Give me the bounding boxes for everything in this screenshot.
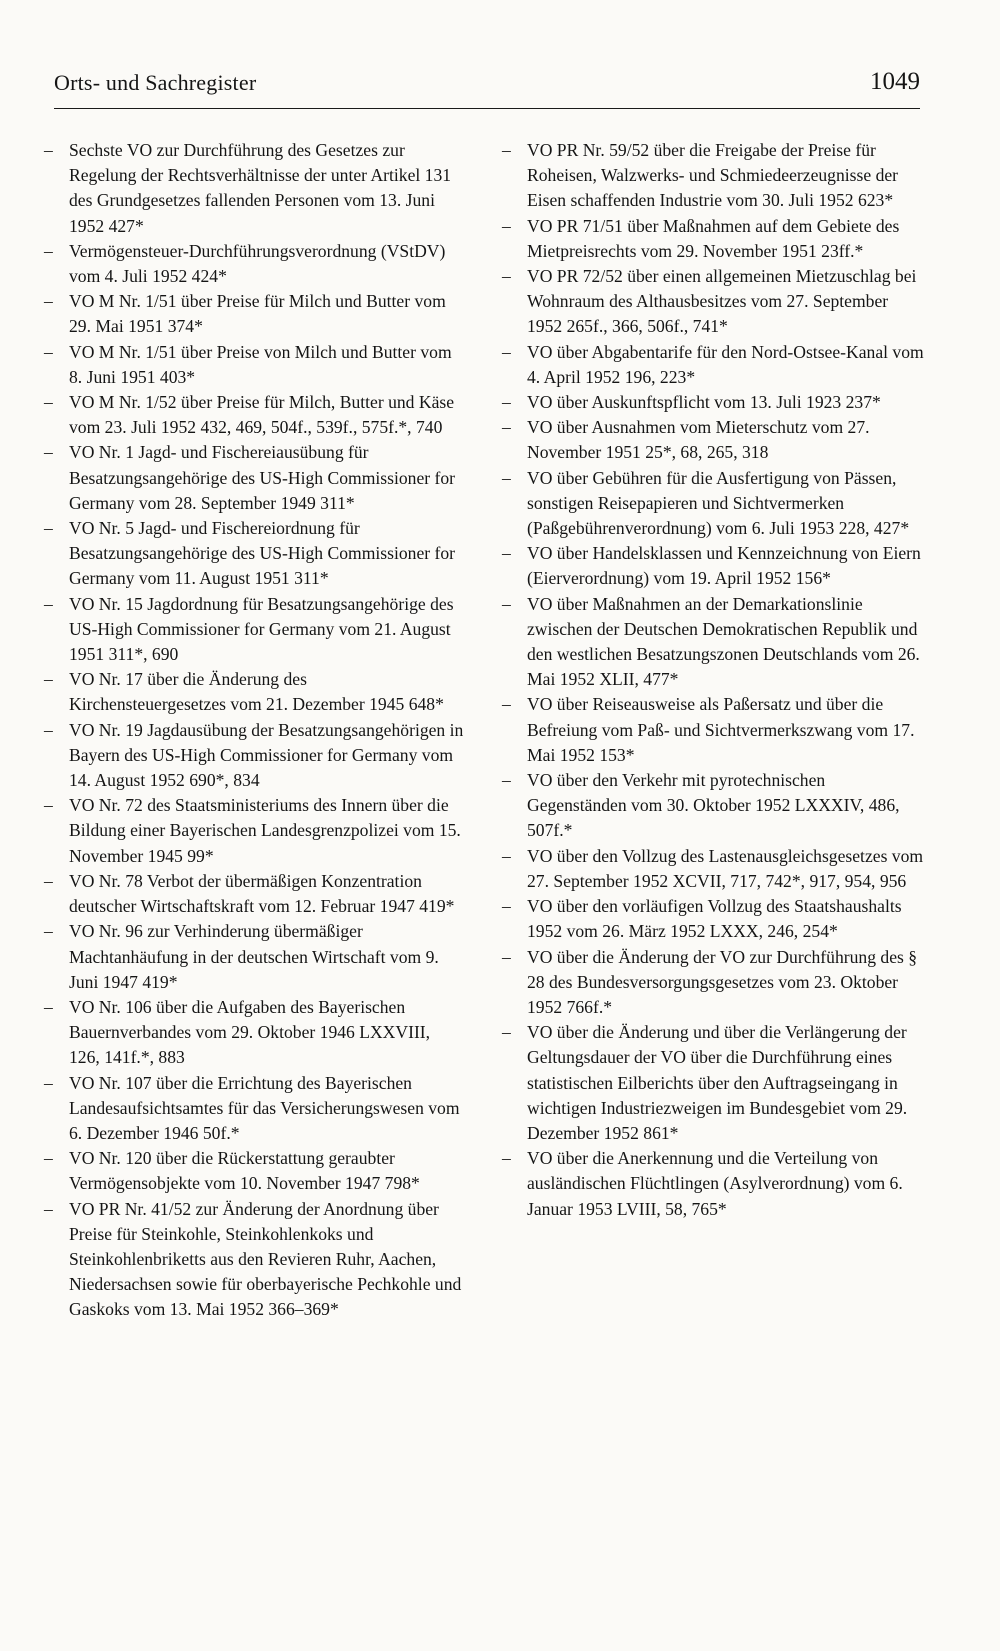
index-entry: – VO über den Verkehr mit pyrotechnischen Gegenständen vom 30. Oktober 1952 LXXXIV, 486, 507f.*	[502, 768, 924, 844]
index-entry: – VO über Maßnahmen an der Demarkationslinie zwischen der Deutschen Demokratischen Republik und den westlichen Besatzungszonen Deutschlands vom 26. Mai 1952 XLII, 477*	[502, 592, 924, 693]
index-entry: – VO über Ausnahmen vom Mieterschutz vom 27. November 1951 25*, 68, 265, 318	[502, 415, 924, 465]
section-title: Orts- und Sachregister	[54, 70, 257, 95]
index-entry: – Sechste VO zur Durchführung des Gesetzes zur Regelung der Rechtsverhältnisse der unter Artikel 131 des Grundgesetzes fallenden Personen vom 13. Juni 1952 427*	[44, 138, 464, 239]
index-entry: – VO Nr. 78 Verbot der übermäßigen Konzentration deutscher Wirtschaftskraft vom 12. Februar 1947 419*	[44, 869, 464, 919]
index-entry: – VO Nr. 15 Jagdordnung für Besatzungsangehörige des US-High Commissioner for Germany vom 21. August 1951 311*, 690	[44, 592, 464, 668]
index-entry: – VO über die Änderung und über die Verlängerung der Geltungsdauer der VO über die Durchführung eines statistischen Eilberichts über den Auftragseingang in wichtigen Industriezweigen im Bundesgebiet vom 29. Dezember 1952 861*	[502, 1020, 924, 1146]
index-entry: – VO über Handelsklassen und Kennzeichnung von Eiern (Eierverordnung) vom 19. April 1952 156*	[502, 541, 924, 591]
index-entry: – VO M Nr. 1/51 über Preise für Milch und Butter vom 29. Mai 1951 374*	[44, 289, 464, 339]
page-header	[54, 70, 920, 109]
index-entry: – VO PR 71/51 über Maßnahmen auf dem Gebiete des Mietpreisrechts vom 29. November 1951 23ff.*	[502, 214, 924, 264]
index-entry: – VO über Abgabentarife für den Nord-Ostsee-Kanal vom 4. April 1952 196, 223*	[502, 340, 924, 390]
index-entry: – VO Nr. 72 des Staatsministeriums des Innern über die Bildung einer Bayerischen Landesgrenzpolizei vom 15. November 1945 99*	[44, 793, 464, 869]
index-entry: – VO über Auskunftspflicht vom 13. Juli 1923 237*	[502, 390, 924, 415]
index-entry: – VO über den vorläufigen Vollzug des Staatshaushalts 1952 vom 26. März 1952 LXXX, 246, 254*	[502, 894, 924, 944]
index-entry: – VO Nr. 96 zur Verhinderung übermäßiger Machtanhäufung in der deutschen Wirtschaft vom 9. Juni 1947 419*	[44, 919, 464, 995]
index-entry: – Vermögensteuer-Durchführungsverordnung (VStDV) vom 4. Juli 1952 424*	[44, 239, 464, 289]
index-entry: – VO Nr. 107 über die Errichtung des Bayerischen Landesaufsichtsamtes für das Versicherungswesen vom 6. Dezember 1946 50f.*	[44, 1071, 464, 1147]
right-column	[502, 138, 924, 1222]
index-entry: – VO Nr. 1 Jagd- und Fischereiausübung für Besatzungsangehörige des US-High Commissioner for Germany vom 28. September 1949 311*	[44, 440, 464, 516]
index-entry: – VO PR Nr. 59/52 über die Freigabe der Preise für Roheisen, Walzwerks- und Schmiedeerzeugnisse der Eisen schaffenden Industrie vom 30. Juli 1952 623*	[502, 138, 924, 214]
index-entry: – VO M Nr. 1/52 über Preise für Milch, Butter und Käse vom 23. Juli 1952 432, 469, 504f., 539f., 575f.*, 740	[44, 390, 464, 440]
index-entry: – VO PR Nr. 41/52 zur Änderung der Anordnung über Preise für Steinkohle, Steinkohlenkoks und Steinkohlenbriketts aus den Revieren Ruhr, Aachen, Niedersachsen sowie für oberbayerische Pechkohle und Gaskoks vom 13. Mai 1952 366–369*	[44, 1197, 464, 1323]
index-entry: – VO Nr. 106 über die Aufgaben des Bayerischen Bauernverbandes vom 29. Oktober 1946 LXXVIII, 126, 141f.*, 883	[44, 995, 464, 1071]
index-entry: – VO Nr. 120 über die Rückerstattung geraubter Vermögensobjekte vom 10. November 1947 798*	[44, 1146, 464, 1196]
index-entry: – VO über die Änderung der VO zur Durchführung des § 28 des Bundesversorgungsgesetzes vom 23. Oktober 1952 766f.*	[502, 945, 924, 1021]
index-entry: – VO über Reiseausweise als Paßersatz und über die Befreiung vom Paß- und Sichtvermerkszwang vom 17. Mai 1952 153*	[502, 692, 924, 768]
index-entry: – VO über den Vollzug des Lastenausgleichsgesetzes vom 27. September 1952 XCVII, 717, 742*, 917, 954, 956	[502, 844, 924, 894]
index-entry: – VO M Nr. 1/51 über Preise von Milch und Butter vom 8. Juni 1951 403*	[44, 340, 464, 390]
index-entry: – VO Nr. 5 Jagd- und Fischereiordnung für Besatzungsangehörige des US-High Commissioner for Germany vom 11. August 1951 311*	[44, 516, 464, 592]
index-entry: – VO Nr. 19 Jagdausübung der Besatzungsangehörigen in Bayern des US-High Commissioner for Germany vom 14. August 1952 690*, 834	[44, 718, 464, 794]
index-entry: – VO über Gebühren für die Ausfertigung von Pässen, sonstigen Reisepapieren und Sichtvermerken (Paßgebührenverordnung) vom 6. Juli 1953 228, 427*	[502, 466, 924, 542]
left-column	[44, 138, 464, 1323]
page-number: 1049	[870, 68, 920, 95]
index-entry: – VO Nr. 17 über die Änderung des Kirchensteuergesetzes vom 21. Dezember 1945 648*	[44, 667, 464, 717]
index-entry: – VO über die Anerkennung und die Verteilung von ausländischen Flüchtlingen (Asylverordnung) vom 6. Januar 1953 LVIII, 58, 765*	[502, 1146, 924, 1222]
index-entry: – VO PR 72/52 über einen allgemeinen Mietzuschlag bei Wohnraum des Althausbesitzes vom 27. September 1952 265f., 366, 506f., 741*	[502, 264, 924, 340]
